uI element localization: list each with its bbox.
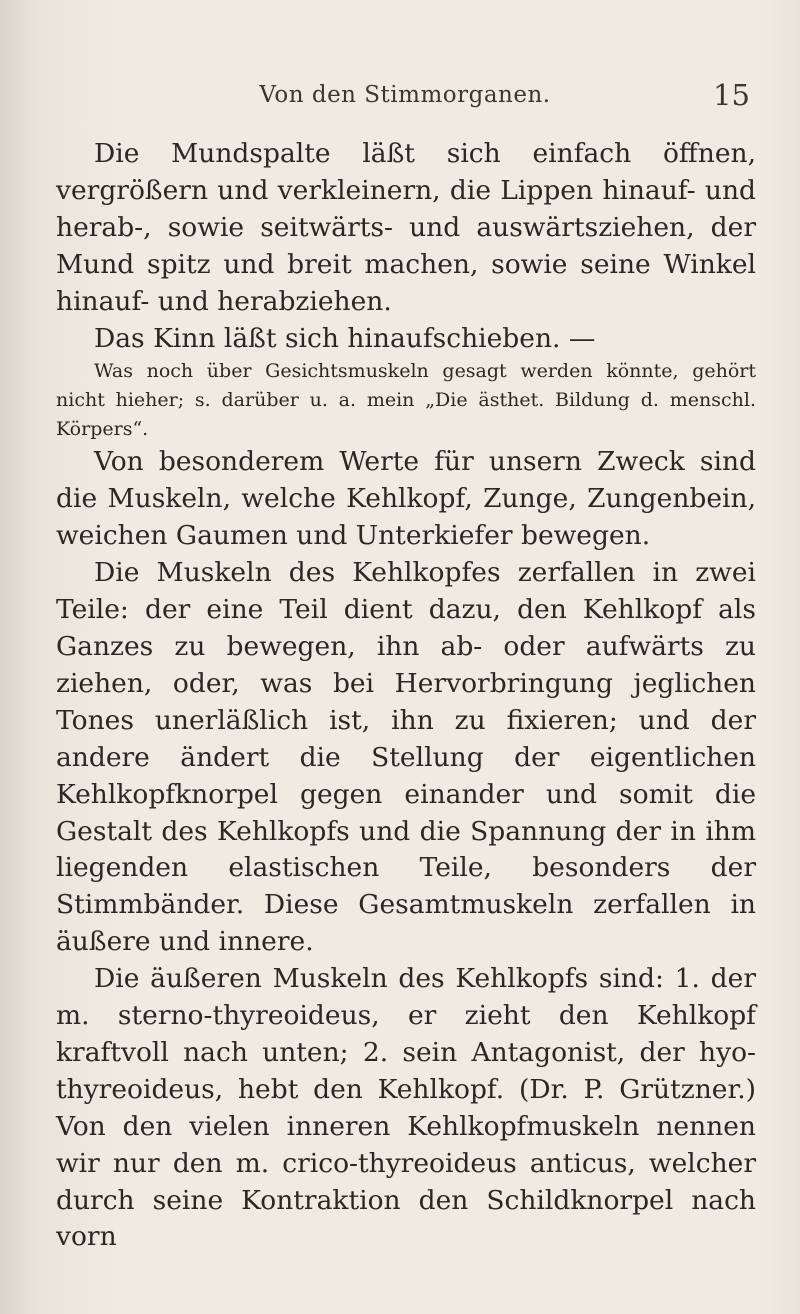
paragraph-important-muscles: Von besonderem Werte für unsern Zweck sind die Muskeln, welche Kehlkopf, Zunge, Zungenbein, weichen Gaumen und Unterkiefer bewegen. <box>56 446 756 552</box>
body-text <box>56 136 756 1256</box>
paragraph-external-muscles: Die äußeren Muskeln des Kehlkopfs sind: 1. der m. sterno-thyreoideus, er zieht den Kehlkopf kraftvoll nach unten; 2. sein Antagonist, der hyo-thyreoideus, hebt den Kehlkopf. (Dr. P. Grützner.) Von den vielen inneren Kehlkopfmuskeln nennen wir nur den m. crico-thyreoideus anticus, welcher durch seine Kontraktion den Schildknorpel nach vorn <box>56 963 756 1253</box>
paragraph-mouth: Die Mundspalte läßt sich einfach öffnen, vergrößern und verkleinern, die Lippen hinauf- und herab-, sowie seitwärts- und auswärtsziehen, der Mund spitz und breit machen, sowie seine Winkel hinauf- und herabziehen. <box>56 138 756 317</box>
footnote-facial-muscles: Was noch über Gesichtsmuskeln gesagt werden könnte, gehört nicht hieher; s. darüber u. a. mein „Die ästhet. Bildung d. menschl. Körpers“. <box>56 360 756 441</box>
paragraph-larynx-muscles: Die Muskeln des Kehlkopfes zerfallen in zwei Teile: der eine Teil dient dazu, den Kehlkopf als Ganzes zu bewegen, ihn ab- oder aufwärts zu ziehen, oder, was bei Hervorbringung jeglichen Tones unerläßlich ist, ihn zu fixieren; und der andere ändert die Stellung der eigentlichen Kehlkopfknorpel gegen einander und somit die Gestalt des Kehlkopfs und die Spannung der in ihm liegenden elastischen Teile, besonders der Stimmbänder. Diese Gesamtmuskeln zerfallen in äußere und innere. <box>56 557 756 958</box>
paragraph-chin: Das Kinn läßt sich hinaufschieben. — <box>94 322 596 354</box>
running-title: Von den Stimmorganen. <box>259 82 551 108</box>
page-header <box>60 78 750 122</box>
page-number: 15 <box>713 78 750 112</box>
